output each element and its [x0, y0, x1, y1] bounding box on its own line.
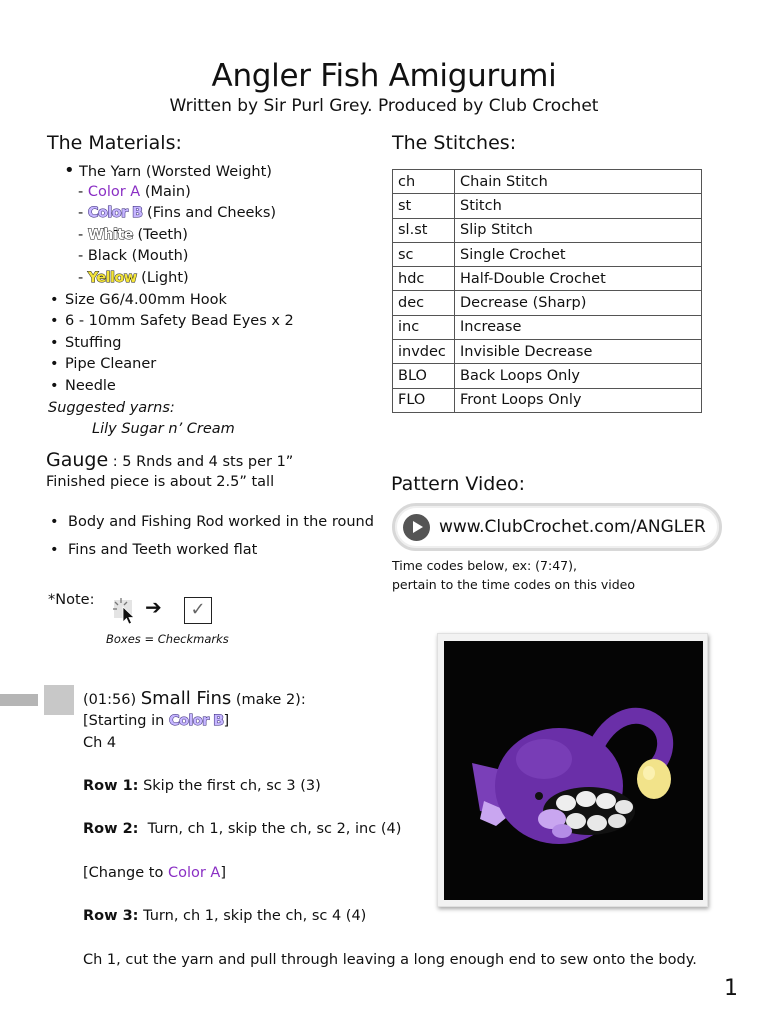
stitch-abbr: BLO: [393, 364, 455, 388]
stitch-name: Slip Stitch: [455, 218, 702, 242]
page-title: Angler Fish Amigurumi: [211, 58, 557, 94]
color-b-label: Color B: [168, 713, 224, 729]
stitch-name: Front Loops Only: [455, 388, 702, 412]
suggested-yarns-value: Lily Sugar n’ Cream: [92, 421, 235, 438]
table-row: [393, 194, 702, 218]
list-item: • Pipe Cleaner: [50, 356, 157, 373]
yarn-text: The Yarn (Worsted Weight): [79, 164, 272, 180]
stitch-abbr: ch: [393, 170, 455, 194]
stitch-name: Single Crochet: [455, 242, 702, 266]
instruction-line: [83, 863, 723, 885]
instruction-line: [83, 906, 723, 928]
instruction-line: [83, 819, 723, 841]
stitch-abbr: invdec: [393, 340, 455, 364]
table-row: [393, 388, 702, 412]
list-item: - Yellow (Light): [78, 269, 189, 286]
checkbox-icon: ✓: [184, 597, 212, 624]
stitch-abbr: hdc: [393, 267, 455, 291]
blank-line: [83, 754, 723, 776]
table-row: [393, 364, 702, 388]
section-marker-bar: [0, 694, 38, 706]
stuffing-text: Stuffing: [65, 334, 122, 351]
arrow-right-icon: ➔: [145, 595, 162, 619]
instruction-line: Ch 4: [83, 734, 117, 751]
blank-line: [83, 928, 723, 950]
instruction-line: [83, 711, 723, 733]
needle-text: Needle: [65, 377, 116, 394]
white-label: White: [87, 226, 133, 243]
list-item: - Color B (Fins and Cheeks): [78, 205, 277, 222]
start-post: ]: [223, 713, 230, 729]
list-item: • Stuffing: [50, 334, 122, 351]
section-timecode: (01:56): [83, 692, 141, 708]
finished-size: Finished piece is about 2.5” tall: [46, 474, 275, 490]
stitch-name: Back Loops Only: [455, 364, 702, 388]
row-label: Row 1:: [83, 778, 139, 795]
stitches-heading: The Stitches:: [392, 132, 517, 154]
boxes-note: Boxes = Checkmarks: [106, 632, 229, 646]
list-item: - Color A (Main): [78, 183, 191, 200]
color-a-label: Color A: [167, 864, 221, 881]
instruction-line: [83, 776, 723, 798]
timecode-note: [392, 557, 635, 594]
list-item: • Size G6/4.00mm Hook: [50, 291, 227, 308]
row-text: Turn, ch 1, skip the ch, sc 2, inc (4): [138, 821, 402, 838]
yellow-desc: (Light): [136, 269, 189, 286]
color-b-label: Color B: [87, 205, 143, 222]
suggested-yarns-label: Suggested yarns:: [48, 399, 175, 416]
stitch-name: Stitch: [455, 194, 702, 218]
color-a-label: Color A: [87, 183, 141, 200]
table-row: [393, 291, 702, 315]
table-row: [393, 340, 702, 364]
construction-notes: [50, 514, 374, 570]
list-item: - White (Teeth): [78, 226, 188, 243]
table-row: [393, 170, 702, 194]
video-heading: Pattern Video:: [391, 473, 526, 495]
stitch-abbr: sl.st: [393, 218, 455, 242]
note-label: *Note:: [48, 592, 95, 608]
section-title: Small Fins: [140, 688, 232, 709]
row-label: Row 2:: [83, 821, 139, 838]
row-text: Turn, ch 1, skip the ch, sc 4 (4): [138, 908, 367, 925]
table-row: [393, 218, 702, 242]
eyes-text: 6 - 10mm Safety Bead Eyes x 2: [65, 313, 294, 330]
hook-text: Size G6/4.00mm Hook: [65, 291, 227, 308]
yellow-label: Yellow: [87, 269, 137, 286]
materials-heading: The Materials:: [47, 132, 182, 154]
flat-note: Fins and Teeth worked flat: [68, 542, 258, 558]
click-cursor-icon: [112, 596, 140, 622]
stitch-name: Decrease (Sharp): [455, 291, 702, 315]
checkbox-icon[interactable]: [44, 685, 74, 715]
stitch-abbr: st: [393, 194, 455, 218]
page-subtitle: Written by Sir Purl Grey. Produced by Club Crochet: [169, 96, 599, 116]
section-heading: [83, 688, 306, 709]
play-icon: [403, 514, 430, 541]
instructions: [83, 711, 723, 971]
materials-list: [48, 160, 378, 441]
video-link-button[interactable]: [392, 503, 722, 551]
table-row: [393, 315, 702, 339]
row-text: Skip the first ch, sc 3 (3): [138, 778, 321, 795]
list-item: • 6 - 10mm Safety Bead Eyes x 2: [50, 313, 294, 330]
stitch-abbr: FLO: [393, 388, 455, 412]
blank-line: [83, 885, 723, 907]
row-label: Row 3:: [83, 908, 139, 925]
list-item: • Needle: [50, 377, 116, 394]
table-row: [393, 242, 702, 266]
pipe-text: Pipe Cleaner: [65, 356, 157, 373]
stitch-abbr: dec: [393, 291, 455, 315]
list-item: - Black (Mouth): [78, 248, 189, 265]
change-post: ]: [220, 864, 227, 881]
stitch-name: Chain Stitch: [455, 170, 702, 194]
round-note: Body and Fishing Rod worked in the round: [68, 514, 374, 530]
stitch-name: Half-Double Crochet: [455, 267, 702, 291]
list-item: • The Yarn (Worsted Weight): [64, 160, 272, 181]
color-a-desc: (Main): [140, 183, 191, 200]
instruction-line: Ch 1, cut the yarn and pull through leaving a long enough end to sew onto the body.: [83, 951, 697, 968]
list-item: • Fins and Teeth worked flat: [50, 542, 258, 558]
stitch-abbr: sc: [393, 242, 455, 266]
stitches-table: [392, 169, 702, 413]
stitch-name: Increase: [455, 315, 702, 339]
start-pre: [Starting in: [83, 713, 169, 729]
change-pre: [Change to: [83, 864, 168, 881]
stitch-name: Invisible Decrease: [455, 340, 702, 364]
white-desc: (Teeth): [132, 226, 188, 243]
blank-line: [83, 798, 723, 820]
timecode-note-line2: pertain to the time codes on this video: [392, 576, 636, 592]
blank-line: [83, 841, 723, 863]
table-row: [393, 267, 702, 291]
gauge-line: [46, 449, 293, 471]
timecode-note-line1: Time codes below, ex: (7:47),: [392, 558, 577, 573]
gauge-label: Gauge: [46, 449, 109, 471]
color-b-desc: (Fins and Cheeks): [142, 205, 277, 222]
page-number: 1: [724, 976, 738, 1001]
gauge-value: : 5 Rnds and 4 sts per 1”: [108, 454, 294, 470]
video-url[interactable]: www.ClubCrochet.com/ANGLER: [439, 517, 706, 537]
section-make-count: (make 2):: [231, 692, 306, 708]
list-item: • Body and Fishing Rod worked in the round: [50, 514, 374, 530]
stitch-abbr: inc: [393, 315, 455, 339]
